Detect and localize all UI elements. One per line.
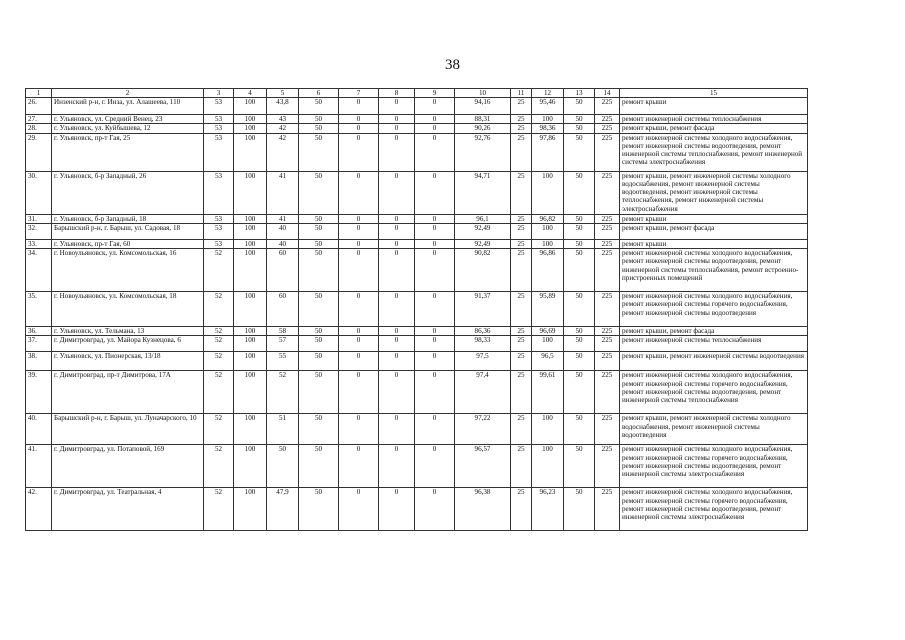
cell-col13: 50: [564, 133, 595, 171]
cell-col12: 100: [532, 239, 564, 248]
cell-col6: 50: [299, 133, 339, 171]
cell-col5: 52: [267, 371, 299, 414]
cell-col12: 100: [532, 414, 564, 445]
work-type: ремонт крыши, ремонт фасада: [620, 124, 808, 133]
cell-col5: 60: [267, 249, 299, 292]
cell-col4: 100: [234, 352, 267, 371]
cell-col3: 52: [204, 327, 234, 336]
cell-col13: 50: [564, 371, 595, 414]
cell-col6: 50: [299, 371, 339, 414]
cell-col5: 42: [267, 124, 299, 133]
cell-col13: 50: [564, 336, 595, 352]
table-row: [26, 327, 808, 336]
cell-col9: 0: [415, 292, 455, 327]
table-row: [26, 371, 808, 414]
column-header-1: 1: [26, 89, 52, 98]
cell-col14: 225: [595, 214, 620, 223]
cell-col3: 52: [204, 414, 234, 445]
cell-col5: 43,8: [267, 98, 299, 115]
cell-col3: 52: [204, 249, 234, 292]
cell-col8: 0: [379, 223, 415, 239]
cell-col13: 50: [564, 249, 595, 292]
cell-col9: 0: [415, 133, 455, 171]
cell-col9: 0: [415, 115, 455, 124]
work-type: ремонт инженерной системы холодного водоснабжения, ремонт инженерной системы горячего водоснабжения, ремонт инженерной системы водоотведения, ремонт инженерной системы теплоснабжения: [620, 371, 808, 414]
column-header-6: 6: [299, 89, 339, 98]
column-header-15: 15: [620, 89, 808, 98]
cell-col6: 50: [299, 327, 339, 336]
cell-col11: 25: [511, 239, 532, 248]
row-number: 40.: [26, 414, 52, 445]
work-type: ремонт крыши: [620, 98, 808, 115]
cell-col10: 97,5: [455, 352, 511, 371]
cell-col5: 42: [267, 133, 299, 171]
row-number: 39.: [26, 371, 52, 414]
column-header-10: 10: [455, 89, 511, 98]
cell-col14: 225: [595, 249, 620, 292]
cell-col4: 100: [234, 124, 267, 133]
work-type: ремонт крыши, ремонт фасада: [620, 327, 808, 336]
cell-col6: 50: [299, 414, 339, 445]
cell-col9: 0: [415, 327, 455, 336]
cell-col5: 50: [267, 445, 299, 488]
cell-col5: 51: [267, 414, 299, 445]
table-row: [26, 445, 808, 488]
address: г. Новоульяновск, ул. Комсомольская, 18: [52, 292, 204, 327]
row-number: 37.: [26, 336, 52, 352]
cell-col8: 0: [379, 352, 415, 371]
cell-col8: 0: [379, 445, 415, 488]
work-type: ремонт крыши, ремонт фасада: [620, 223, 808, 239]
address: г. Ульяновск, ул. Пионерская, 13/18: [52, 352, 204, 371]
cell-col13: 50: [564, 214, 595, 223]
cell-col8: 0: [379, 239, 415, 248]
table-row: [26, 239, 808, 248]
cell-col13: 50: [564, 98, 595, 115]
cell-col11: 25: [511, 414, 532, 445]
table-row: [26, 98, 808, 115]
cell-col7: 0: [339, 327, 379, 336]
cell-col13: 50: [564, 239, 595, 248]
cell-col7: 0: [339, 292, 379, 327]
cell-col12: 99,61: [532, 371, 564, 414]
cell-col13: 50: [564, 171, 595, 214]
cell-col8: 0: [379, 214, 415, 223]
address: г. Ульяновск, пр-т Гая, 60: [52, 239, 204, 248]
cell-col3: 53: [204, 124, 234, 133]
cell-col14: 225: [595, 98, 620, 115]
cell-col14: 225: [595, 223, 620, 239]
cell-col4: 100: [234, 292, 267, 327]
row-number: 33.: [26, 239, 52, 248]
cell-col6: 50: [299, 292, 339, 327]
cell-col4: 100: [234, 214, 267, 223]
address: г. Димитровград, ул. Театральная, 4: [52, 488, 204, 531]
cell-col3: 53: [204, 239, 234, 248]
table-row: [26, 171, 808, 214]
cell-col14: 225: [595, 488, 620, 531]
cell-col4: 100: [234, 133, 267, 171]
cell-col8: 0: [379, 171, 415, 214]
cell-col10: 96,57: [455, 445, 511, 488]
address: г. Димитровград, ул. Потаповой, 169: [52, 445, 204, 488]
work-type: ремонт крыши: [620, 214, 808, 223]
work-type: ремонт инженерной системы теплоснабжения: [620, 115, 808, 124]
cell-col10: 96,38: [455, 488, 511, 531]
cell-col5: 60: [267, 292, 299, 327]
work-type: ремонт крыши: [620, 239, 808, 248]
table-row: [26, 488, 808, 531]
cell-col12: 96,82: [532, 214, 564, 223]
cell-col12: 100: [532, 171, 564, 214]
cell-col9: 0: [415, 223, 455, 239]
address: г. Новоульяновск, ул. Комсомольская, 16: [52, 249, 204, 292]
cell-col5: 41: [267, 171, 299, 214]
row-number: 36.: [26, 327, 52, 336]
address: Инзенский р-н, г. Инза, ул. Алашеева, 110: [52, 98, 204, 115]
column-header-5: 5: [267, 89, 299, 98]
cell-col10: 90,26: [455, 124, 511, 133]
cell-col7: 0: [339, 249, 379, 292]
cell-col4: 100: [234, 336, 267, 352]
cell-col8: 0: [379, 327, 415, 336]
cell-col7: 0: [339, 98, 379, 115]
cell-col8: 0: [379, 336, 415, 352]
column-header-7: 7: [339, 89, 379, 98]
cell-col9: 0: [415, 214, 455, 223]
cell-col11: 25: [511, 115, 532, 124]
cell-col3: 52: [204, 488, 234, 531]
cell-col4: 100: [234, 327, 267, 336]
cell-col11: 25: [511, 336, 532, 352]
cell-col13: 50: [564, 352, 595, 371]
cell-col7: 0: [339, 223, 379, 239]
cell-col5: 57: [267, 336, 299, 352]
row-number: 32.: [26, 223, 52, 239]
cell-col13: 50: [564, 414, 595, 445]
cell-col13: 50: [564, 223, 595, 239]
table-row: [26, 249, 808, 292]
cell-col9: 0: [415, 98, 455, 115]
row-number: 26.: [26, 98, 52, 115]
cell-col6: 50: [299, 98, 339, 115]
cell-col10: 97,4: [455, 371, 511, 414]
cell-col3: 53: [204, 133, 234, 171]
cell-col8: 0: [379, 115, 415, 124]
cell-col6: 50: [299, 488, 339, 531]
row-number: 38.: [26, 352, 52, 371]
column-header-4: 4: [234, 89, 267, 98]
cell-col4: 100: [234, 371, 267, 414]
cell-col9: 0: [415, 488, 455, 531]
cell-col6: 50: [299, 214, 339, 223]
cell-col13: 50: [564, 292, 595, 327]
table-row: [26, 115, 808, 124]
cell-col13: 50: [564, 124, 595, 133]
cell-col13: 50: [564, 115, 595, 124]
cell-col14: 225: [595, 371, 620, 414]
cell-col3: 52: [204, 352, 234, 371]
cell-col10: 91,37: [455, 292, 511, 327]
cell-col11: 25: [511, 445, 532, 488]
cell-col10: 98,33: [455, 336, 511, 352]
cell-col7: 0: [339, 214, 379, 223]
cell-col9: 0: [415, 445, 455, 488]
cell-col4: 100: [234, 239, 267, 248]
cell-col6: 50: [299, 115, 339, 124]
cell-col8: 0: [379, 292, 415, 327]
cell-col14: 225: [595, 336, 620, 352]
table-row: [26, 352, 808, 371]
cell-col8: 0: [379, 98, 415, 115]
cell-col4: 100: [234, 249, 267, 292]
cell-col12: 97,86: [532, 133, 564, 171]
cell-col3: 52: [204, 371, 234, 414]
cell-col12: 95,89: [532, 292, 564, 327]
cell-col9: 0: [415, 239, 455, 248]
address: г. Димитровград, пр-т Димитрова, 17А: [52, 371, 204, 414]
header-row: [26, 89, 808, 98]
cell-col9: 0: [415, 124, 455, 133]
address: г. Ульяновск, б-р Западный, 18: [52, 214, 204, 223]
cell-col10: 92,76: [455, 133, 511, 171]
cell-col7: 0: [339, 371, 379, 414]
cell-col4: 100: [234, 445, 267, 488]
cell-col10: 86,36: [455, 327, 511, 336]
cell-col12: 96,69: [532, 327, 564, 336]
cell-col4: 100: [234, 488, 267, 531]
cell-col5: 40: [267, 223, 299, 239]
cell-col11: 25: [511, 352, 532, 371]
cell-col5: 40: [267, 239, 299, 248]
cell-col10: 92,49: [455, 223, 511, 239]
row-number: 34.: [26, 249, 52, 292]
column-header-2: 2: [52, 89, 204, 98]
work-type: ремонт инженерной системы холодного водоснабжения, ремонт инженерной системы водоотведения, ремонт инженерной системы теплоснабжения, ремонт инженерной системы электроснабжения: [620, 133, 808, 171]
column-header-11: 11: [511, 89, 532, 98]
cell-col4: 100: [234, 98, 267, 115]
cell-col12: 96,5: [532, 352, 564, 371]
cell-col13: 50: [564, 445, 595, 488]
cell-col5: 43: [267, 115, 299, 124]
cell-col4: 100: [234, 171, 267, 214]
cell-col3: 53: [204, 98, 234, 115]
row-number: 35.: [26, 292, 52, 327]
cell-col6: 50: [299, 336, 339, 352]
column-header-3: 3: [204, 89, 234, 98]
cell-col9: 0: [415, 352, 455, 371]
cell-col6: 50: [299, 249, 339, 292]
cell-col9: 0: [415, 171, 455, 214]
cell-col14: 225: [595, 124, 620, 133]
table-row: [26, 336, 808, 352]
cell-col10: 90,82: [455, 249, 511, 292]
cell-col11: 25: [511, 124, 532, 133]
address: г. Димитровград, ул. Майора Кузнецова, 6: [52, 336, 204, 352]
cell-col11: 25: [511, 249, 532, 292]
cell-col7: 0: [339, 239, 379, 248]
table-row: [26, 223, 808, 239]
cell-col5: 58: [267, 327, 299, 336]
cell-col7: 0: [339, 352, 379, 371]
cell-col11: 25: [511, 223, 532, 239]
cell-col5: 47,9: [267, 488, 299, 531]
cell-col11: 25: [511, 171, 532, 214]
cell-col3: 53: [204, 115, 234, 124]
work-type: ремонт крыши, ремонт инженерной системы водоотведения: [620, 352, 808, 371]
row-number: 41.: [26, 445, 52, 488]
cell-col14: 225: [595, 327, 620, 336]
cell-col4: 100: [234, 223, 267, 239]
cell-col12: 100: [532, 445, 564, 488]
work-type: ремонт инженерной системы холодного водоснабжения, ремонт инженерной системы горячего водоснабжения, ремонт инженерной системы водоотведения, ремонт инженерной системы электроснабжения: [620, 445, 808, 488]
cell-col9: 0: [415, 249, 455, 292]
cell-col14: 225: [595, 133, 620, 171]
cell-col9: 0: [415, 336, 455, 352]
cell-col11: 25: [511, 214, 532, 223]
cell-col9: 0: [415, 414, 455, 445]
cell-col12: 100: [532, 336, 564, 352]
table-row: [26, 292, 808, 327]
cell-col4: 100: [234, 414, 267, 445]
cell-col6: 50: [299, 171, 339, 214]
cell-col11: 25: [511, 98, 532, 115]
cell-col5: 41: [267, 214, 299, 223]
table-row: [26, 133, 808, 171]
table-body: [26, 98, 808, 531]
cell-col12: 98,36: [532, 124, 564, 133]
cell-col14: 225: [595, 171, 620, 214]
cell-col3: 53: [204, 223, 234, 239]
cell-col10: 97,22: [455, 414, 511, 445]
cell-col7: 0: [339, 124, 379, 133]
cell-col6: 50: [299, 223, 339, 239]
column-header-8: 8: [379, 89, 415, 98]
address: г. Ульяновск, пр-т Гая, 25: [52, 133, 204, 171]
row-number: 30.: [26, 171, 52, 214]
cell-col12: 95,46: [532, 98, 564, 115]
cell-col6: 50: [299, 239, 339, 248]
address: г. Ульяновск, ул. Средний Венец, 23: [52, 115, 204, 124]
cell-col11: 25: [511, 488, 532, 531]
row-number: 42.: [26, 488, 52, 531]
cell-col3: 53: [204, 171, 234, 214]
cell-col14: 225: [595, 292, 620, 327]
work-type: ремонт инженерной системы холодного водоснабжения, ремонт инженерной системы водоотведения, ремонт инженерной системы теплоснабжения, ремонт встроенно-пристроенных помещений: [620, 249, 808, 292]
cell-col3: 52: [204, 292, 234, 327]
work-type: ремонт инженерной системы холодного водоснабжения, ремонт инженерной системы горячего водоснабжения, ремонт инженерной системы водоотведения: [620, 292, 808, 327]
cell-col7: 0: [339, 133, 379, 171]
column-header-14: 14: [595, 89, 620, 98]
cell-col3: 53: [204, 214, 234, 223]
cell-col8: 0: [379, 133, 415, 171]
cell-col10: 88,31: [455, 115, 511, 124]
row-number: 29.: [26, 133, 52, 171]
cell-col14: 225: [595, 352, 620, 371]
row-number: 31.: [26, 214, 52, 223]
register-table: [25, 88, 808, 531]
row-number: 28.: [26, 124, 52, 133]
cell-col10: 96,1: [455, 214, 511, 223]
cell-col14: 225: [595, 445, 620, 488]
cell-col3: 52: [204, 445, 234, 488]
cell-col12: 96,23: [532, 488, 564, 531]
cell-col6: 50: [299, 445, 339, 488]
work-type: ремонт инженерной системы теплоснабжения: [620, 336, 808, 352]
column-header-9: 9: [415, 89, 455, 98]
cell-col3: 52: [204, 336, 234, 352]
column-header-13: 13: [564, 89, 595, 98]
address: г. Ульяновск, б-р Западный, 26: [52, 171, 204, 214]
cell-col11: 25: [511, 327, 532, 336]
cell-col7: 0: [339, 336, 379, 352]
cell-col7: 0: [339, 115, 379, 124]
cell-col14: 225: [595, 414, 620, 445]
cell-col8: 0: [379, 414, 415, 445]
cell-col6: 50: [299, 124, 339, 133]
address: Барышский р-н, г. Барыш, ул. Садовая, 18: [52, 223, 204, 239]
cell-col11: 25: [511, 292, 532, 327]
cell-col7: 0: [339, 171, 379, 214]
cell-col11: 25: [511, 133, 532, 171]
cell-col10: 94,16: [455, 98, 511, 115]
cell-col7: 0: [339, 445, 379, 488]
cell-col8: 0: [379, 488, 415, 531]
cell-col12: 100: [532, 115, 564, 124]
table-row: [26, 414, 808, 445]
address: г. Ульяновск, ул. Тельмана, 13: [52, 327, 204, 336]
address: г. Ульяновск, ул. Куйбышева, 12: [52, 124, 204, 133]
cell-col8: 0: [379, 249, 415, 292]
cell-col4: 100: [234, 115, 267, 124]
cell-col14: 225: [595, 115, 620, 124]
page-number: 38: [445, 57, 460, 73]
work-type: ремонт инженерной системы холодного водоснабжения, ремонт инженерной системы горячего водоснабжения, ремонт инженерной системы водоотведения, ремонт инженерной системы электроснабжения: [620, 488, 808, 531]
table-row: [26, 214, 808, 223]
cell-col8: 0: [379, 371, 415, 414]
work-type: ремонт крыши, ремонт инженерной системы холодного водоснабжения, ремонт инженерной системы водоотведения, ремонт инженерной системы теплоснабжения, ремонт инженерной системы электроснабжения: [620, 171, 808, 214]
cell-col12: 96,86: [532, 249, 564, 292]
cell-col10: 94,71: [455, 171, 511, 214]
table-row: [26, 124, 808, 133]
cell-col7: 0: [339, 488, 379, 531]
cell-col6: 50: [299, 352, 339, 371]
work-type: ремонт крыши, ремонт инженерной системы холодного водоснабжения, ремонт инженерной системы водоотведения: [620, 414, 808, 445]
row-number: 27.: [26, 115, 52, 124]
cell-col14: 225: [595, 239, 620, 248]
cell-col7: 0: [339, 414, 379, 445]
cell-col11: 25: [511, 371, 532, 414]
cell-col13: 50: [564, 327, 595, 336]
address: Барышский р-н, г. Барыш, ул. Луначарского, 10: [52, 414, 204, 445]
column-header-12: 12: [532, 89, 564, 98]
cell-col5: 55: [267, 352, 299, 371]
cell-col8: 0: [379, 124, 415, 133]
cell-col9: 0: [415, 371, 455, 414]
cell-col12: 100: [532, 223, 564, 239]
cell-col10: 92,49: [455, 239, 511, 248]
cell-col13: 50: [564, 488, 595, 531]
